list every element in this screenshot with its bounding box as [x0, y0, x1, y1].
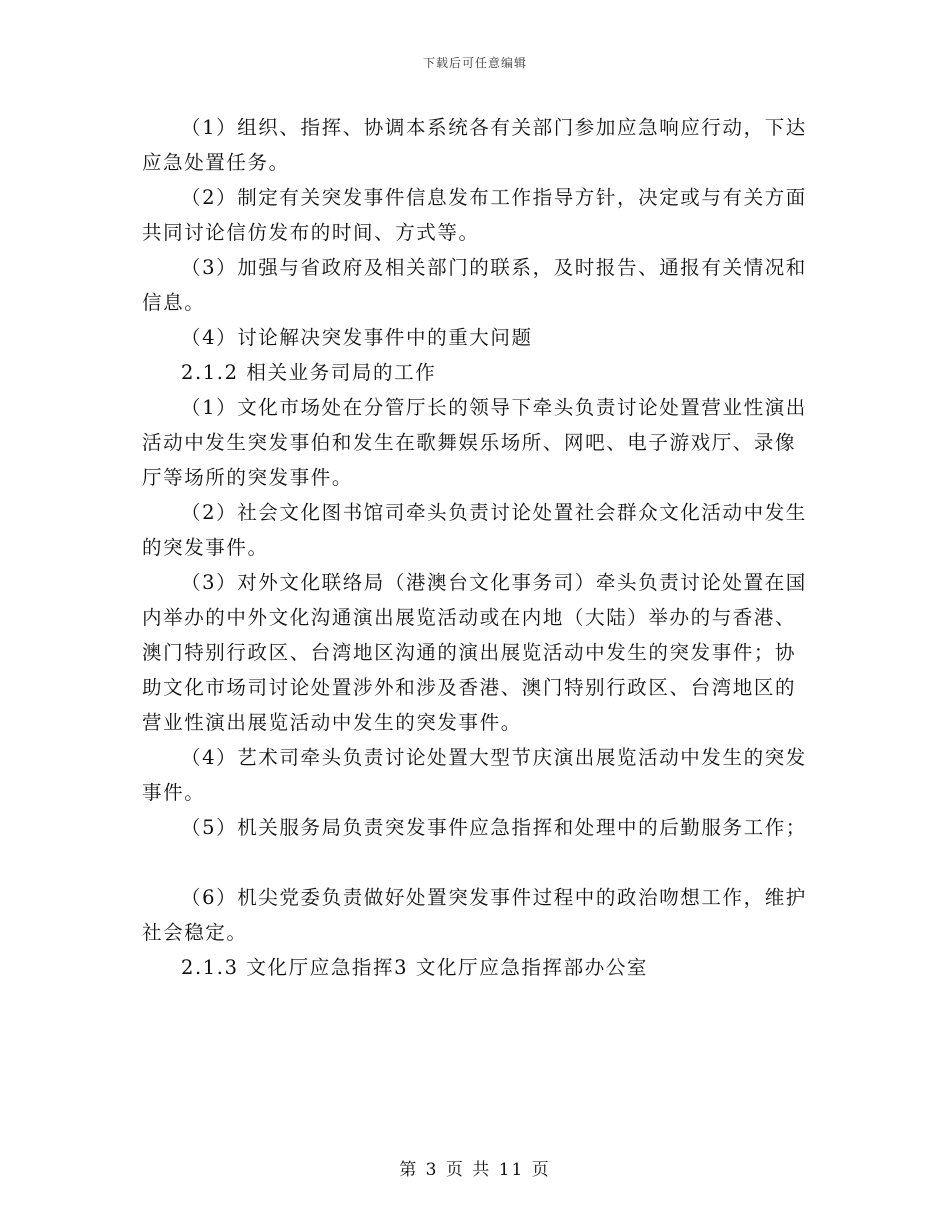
page-footer: 第 3 页 共 11 页: [399, 1160, 551, 1180]
paragraph-4: （4）讨论解决突发事件中的重大问题: [181, 326, 533, 349]
paragraph-9: （5）机关服务局负责突发事件应急指挥和处理中的后勤服务工作；: [181, 816, 807, 839]
document-body: [142, 110, 810, 985]
paragraph-3: （3）加强与省政府及相关部门的联系，及时报告、通报有关情况和信息。: [142, 256, 807, 314]
section-heading-2-1-3: 2.1.3 文化厅应急指挥3 文化厅应急指挥部办公室: [181, 956, 649, 979]
section-heading-2-1-2: 2.1.2 相关业务司局的工作: [181, 361, 437, 384]
paragraph-2: （2）制定有关突发事件信息发布工作指导方针，决定或与有关方面共同讨论信仿发布的时间、方式等。: [142, 186, 807, 244]
paragraph-5: （1）文化市场处在分管厅长的领导下牵头负责讨论处置营业性演出活动中发生突发事伯和发生在歌舞娱乐场所、网吧、电子游戏厅、录像厅等场所的突发事件。: [142, 396, 807, 489]
header-note: 下载后可任意编辑: [422, 56, 527, 70]
paragraph-10: （6）机尖党委负责做好处置突发事件过程中的政治吻想工作，维护社会稳定。: [142, 886, 807, 944]
paragraph-1: （1）组织、指挥、协调本系统各有关部门参加应急响应行动，下达应急处置任务。: [142, 116, 807, 174]
paragraph-8: （4）艺术司牵头负责讨论处置大型节庆演出展览活动中发生的突发事件。: [142, 746, 807, 804]
paragraph-7: （3）对外文化联络局（港澳台文化事务司）牵头负责讨论处置在国内举办的中外文化沟通演出展览活动或在内地（大陆）举办的与香港、澳门特别行政区、台湾地区沟通的演出展览活动中发生的突发事件；协助文化市场司讨论处置涉外和涉及香港、澳门特别行政区、台湾地区的营业性演出展览活动中发生的突发事件。: [142, 571, 807, 734]
paragraph-6: （2）社会文化图书馆司牵头负责讨论处置社会群众文化活动中发生的突发事件。: [142, 501, 807, 559]
